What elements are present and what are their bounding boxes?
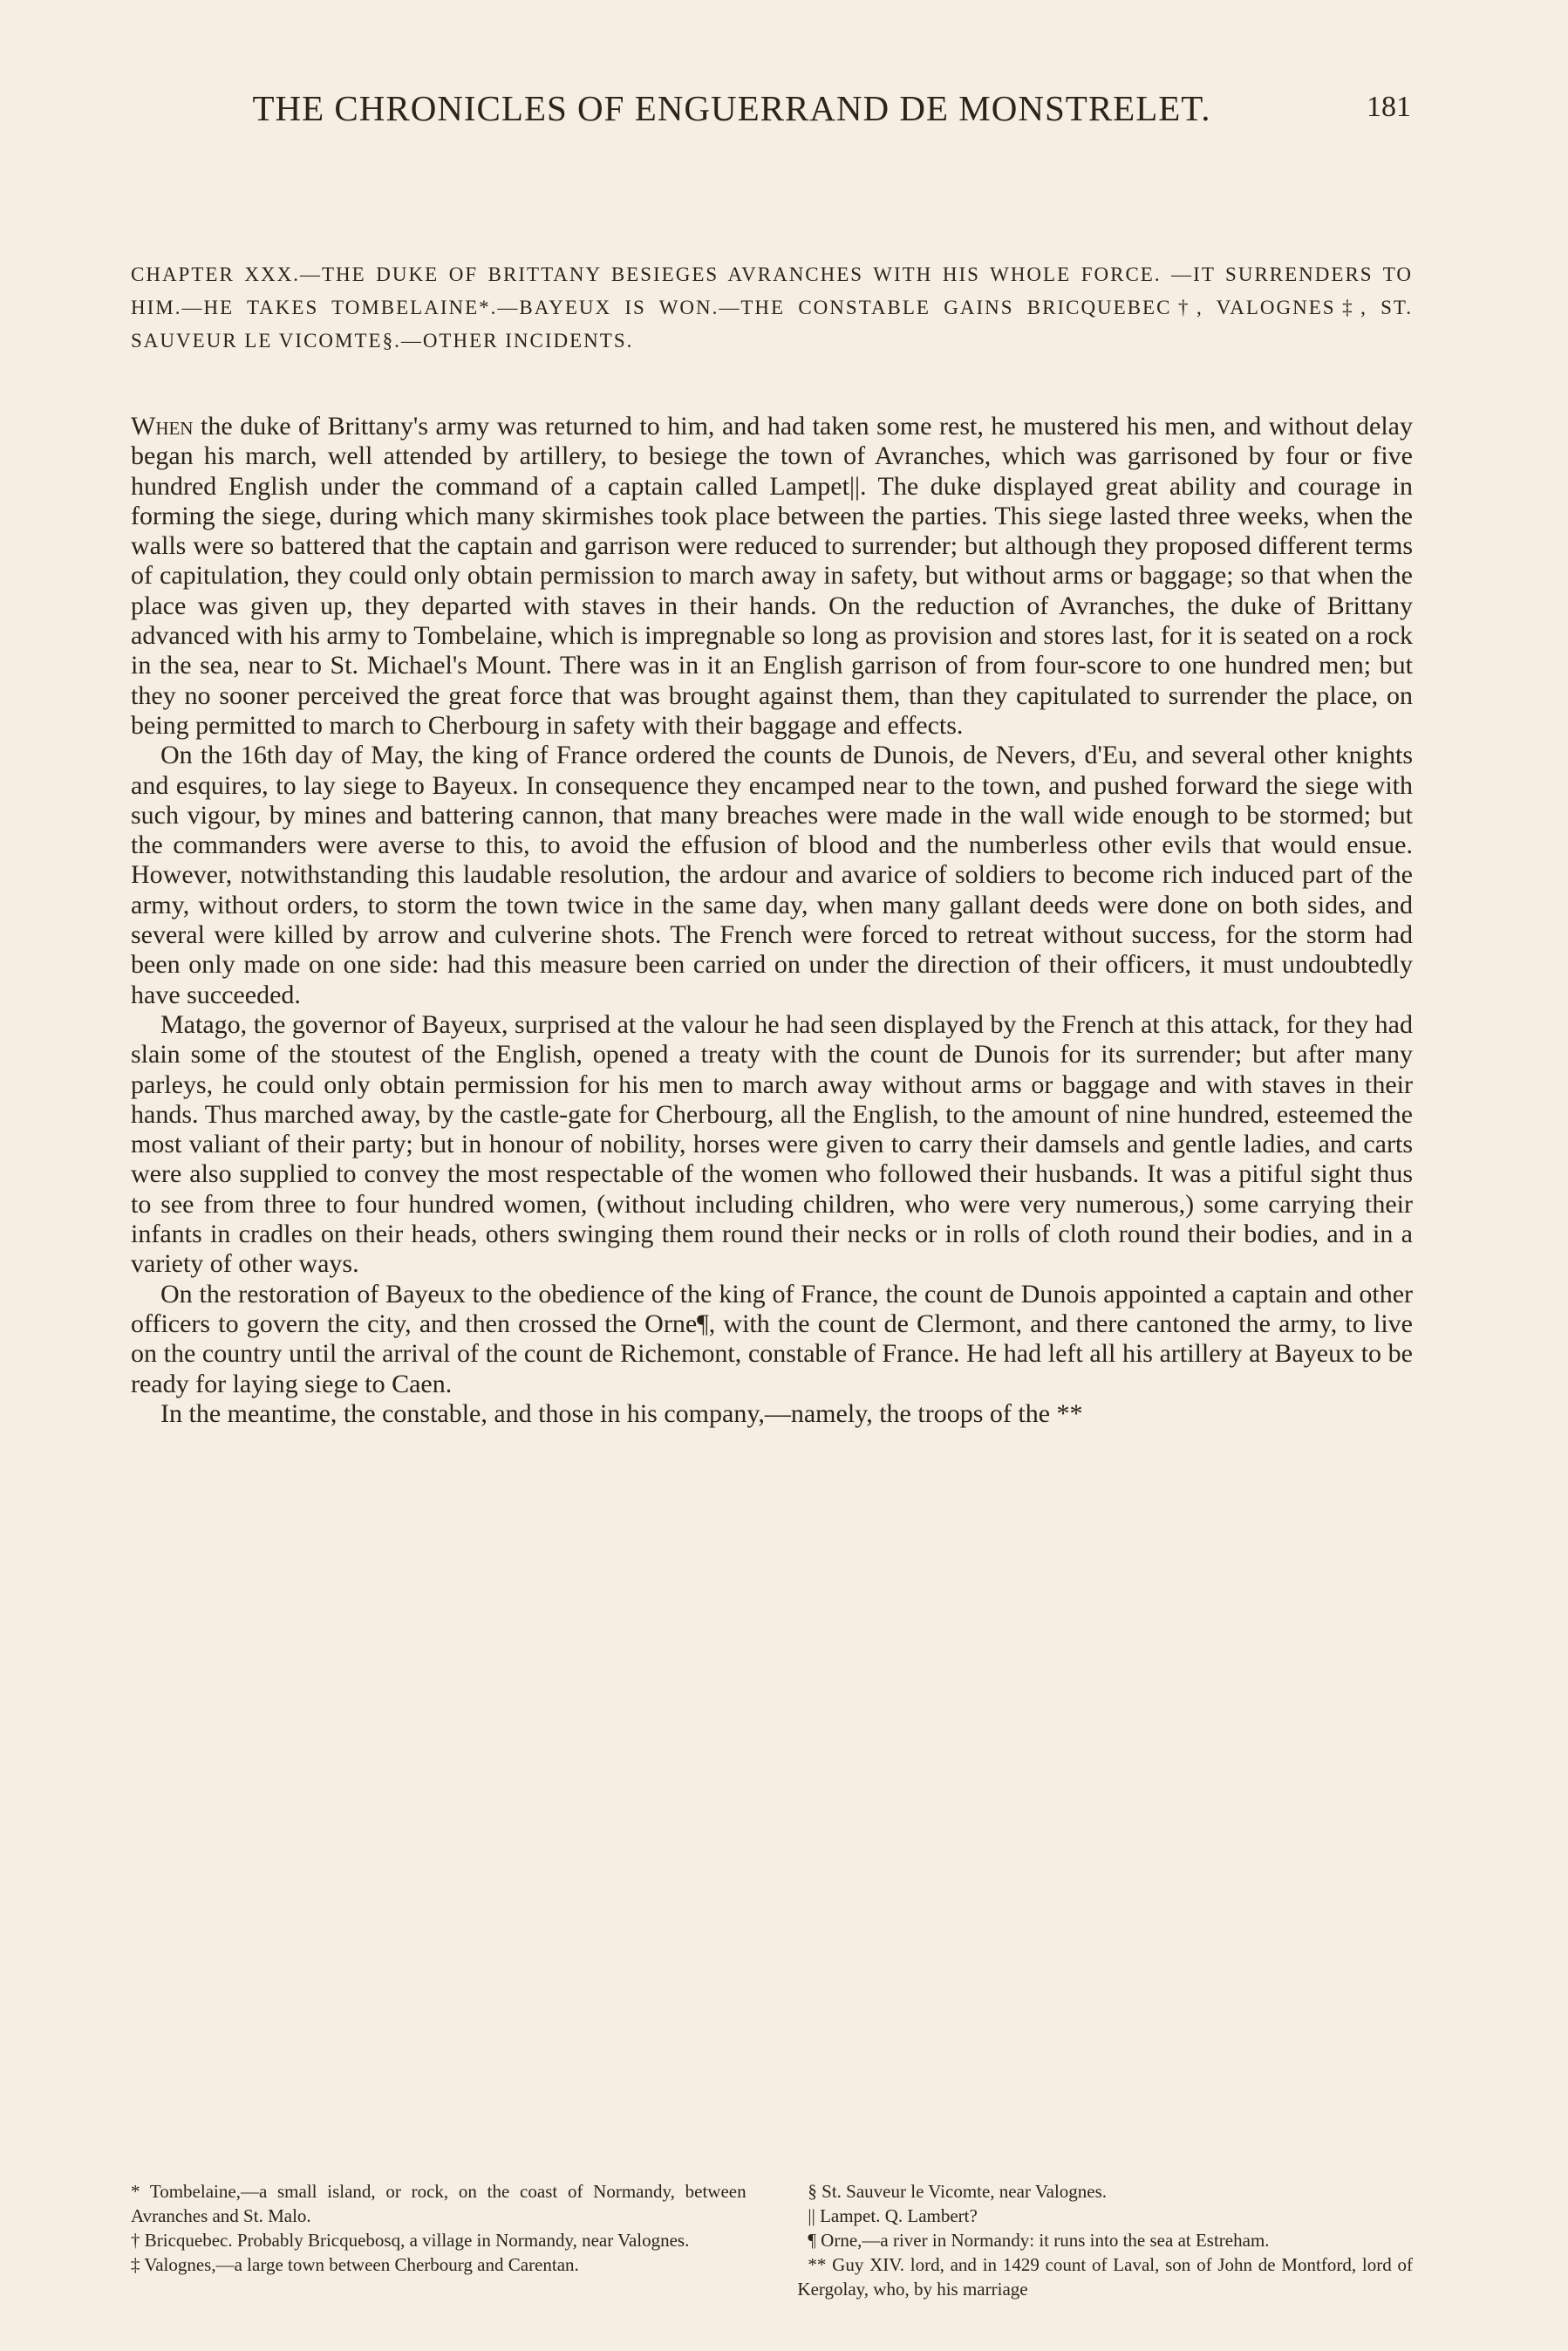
- paragraph-4: On the restoration of Bayeux to the obedience of the king of France, the count de Dunois appointed a captain and other officers to govern the city, and then crossed the Orne¶, with the count de Clermont, and there cantoned the army, to live on the country until the arrival of the count de Richemont, constable of France. He had left all his artillery at Bayeux to be ready for laying siege to Caen.: [131, 1279, 1413, 1398]
- body-text: [131, 412, 1413, 1429]
- paragraph-3: Matago, the governor of Bayeux, surprised at the valour he had seen displayed by the French at this attack, for they had slain some of the stoutest of the English, opened a treaty with the count de Dunois for its surrender; but after many parleys, he could only obtain permission for his men to march away without arms or baggage and with staves in their hands. Thus marched away, by the castle-gate for Cherbourg, all the English, to the amount of nine hundred, esteemed the most valiant of their party; but in honour of nobility, horses were given to carry their damsels and gentle ladies, and carts were also supplied to convey the most respectable of the women who followed their husbands. It was a pitiful sight thus to see from three to four hundred women, (without including children, who were very numerous,) some carrying their infants in cradles on their heads, others swinging them round their necks or in rolls of cloth round their bodies, and in a variety of other ways.: [131, 1009, 1413, 1279]
- paragraph-1: [131, 412, 1413, 741]
- footnotes-right-column: [797, 2179, 1413, 2301]
- footnote-guy-laval: ** Guy XIV. lord, and in 1429 count of Laval, son of John de Montford, lord of Kergolay, who, by his marriage: [797, 2254, 1413, 2300]
- paragraph-2: On the 16th day of May, the king of France ordered the counts de Dunois, de Nevers, d'Eu, and several other knights and esquires, to lay siege to Bayeux. In consequence they encamped near to the town, and pushed forward the siege with such vigour, by mines and battering cannon, that many breaches were made in the wall wide enough to be stormed; but the commanders were averse to this, to avoid the effusion of blood and the numberless other evils that would ensue. However, notwithstanding this laudable resolution, the ardour and avarice of soldiers to become rich induced part of the army, without orders, to storm the town twice in the same day, when many gallant deeds were done on both sides, and several were killed by arrow and culverine shots. The French were forced to retreat without success, for the storm had been only made on one side: had this measure been carried on under the direction of their officers, it must undoubtedly have succeeded.: [131, 741, 1413, 1009]
- footnotes-left-column: [131, 2179, 747, 2301]
- running-title: THE CHRONICLES OF ENGUERRAND DE MONSTRELET.: [252, 88, 1211, 128]
- drop-word: When: [131, 412, 194, 441]
- footnote-valognes: ‡ Valognes,—a large town between Cherbourg and Carentan.: [131, 2254, 579, 2275]
- running-head: [131, 87, 1411, 140]
- chapter-heading: CHAPTER XXX.—THE DUKE OF BRITTANY BESIEGES AVRANCHES WITH HIS WHOLE FORCE. —IT SURRENDERS TO HIM.—HE TAKES TOMBELAINE*.—BAYEUX IS WON.—THE CONSTABLE GAINS BRICQUEBEC†, VALOGNES‡, ST. SAUVEUR LE VICOMTE§.—OTHER INCIDENTS.: [131, 263, 1413, 352]
- paragraph-5: In the meantime, the constable, and those in his company,—namely, the troops of the **: [160, 1398, 1083, 1428]
- footnote-tombelaine: * Tombelaine,—a small island, or rock, on the coast of Normandy, between Avranches and St. Malo.: [131, 2181, 747, 2226]
- paragraph-1-text: the duke of Brittany's army was returned to him, and had taken some rest, he mustered his men, and without delay began his march, well attended by artillery, to besiege the town of Avranches, which was garrisoned by four or five hundred English under the command of a captain called Lampet||. The duke displayed great ability and courage in forming the siege, during which many skirmishes took place between the parties. This siege lasted three weeks, when the walls were so battered that the captain and garrison were reduced to surrender; but although they proposed different terms of capitulation, they could only obtain permission to march away in safety, but without arms or baggage; so that when the place was given up, they departed with staves in their hands. On the reduction of Avranches, the duke of Brittany advanced with his army to Tombelaine, which is impregnable so long as provision and stores last, for it is seated on a rock in the sea, near to St. Michael's Mount. There was in it an English garrison of from four-score to one hundred men; but they no sooner perceived the great force that was brought against them, than they capitulated to surrender the place, on being permitted to march to Cherbourg in safety with their baggage and effects.: [131, 412, 1413, 740]
- page-number: 181: [1367, 91, 1411, 123]
- footnote-orne: ¶ Orne,—a river in Normandy: it runs into the sea at Estreham.: [808, 2230, 1270, 2251]
- footnote-lampet: || Lampet. Q. Lambert?: [808, 2205, 978, 2226]
- footnote-st-sauveur: § St. Sauveur le Vicomte, near Valognes.: [808, 2181, 1108, 2202]
- footnote-bricquebec: † Bricquebec. Probably Bricquebosq, a village in Normandy, near Valognes.: [131, 2230, 690, 2251]
- footnotes: [131, 2179, 1413, 2301]
